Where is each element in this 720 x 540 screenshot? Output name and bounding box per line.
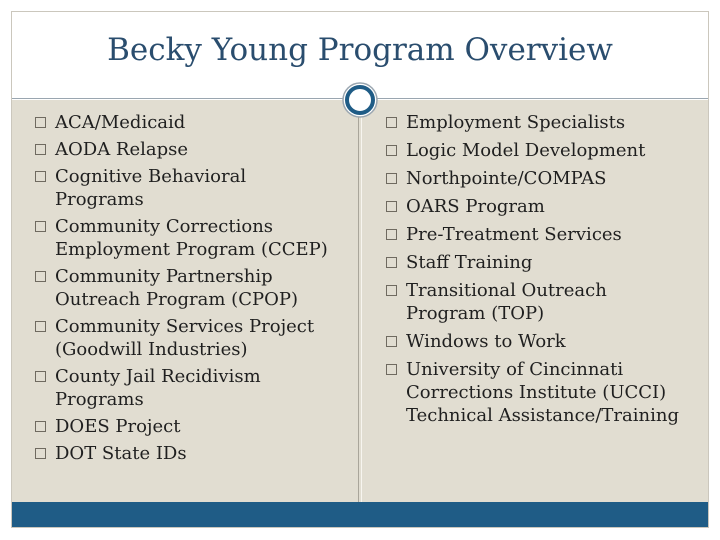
checkbox-bullet-icon: [386, 257, 397, 268]
list-item: [384, 358, 702, 427]
list-item-text: Programs: [55, 189, 144, 210]
list-item-text: Employment Specialists: [406, 112, 626, 133]
list-item-text: DOES Project: [55, 416, 181, 437]
checkbox-bullet-icon: [386, 229, 397, 240]
list-item-text: Technical Assistance/Training: [406, 405, 679, 426]
left-bullet-list: [33, 111, 351, 469]
list-item-text: Community Partnership: [55, 266, 273, 287]
checkbox-bullet-icon: [386, 201, 397, 212]
slide-title: Becky Young Program Overview: [107, 32, 613, 68]
footer-band: [12, 502, 708, 527]
checkbox-bullet-icon: [35, 421, 46, 432]
checkbox-bullet-icon: [35, 321, 46, 332]
list-item: [384, 139, 702, 162]
list-item-text: County Jail Recidivism: [55, 366, 261, 387]
column-divider-highlight: [361, 100, 362, 502]
column-divider: [358, 100, 359, 502]
checkbox-bullet-icon: [35, 144, 46, 155]
checkbox-bullet-icon: [35, 221, 46, 232]
list-item: [384, 279, 702, 325]
list-item: [33, 442, 351, 465]
checkbox-bullet-icon: [35, 371, 46, 382]
checkbox-bullet-icon: [386, 364, 397, 375]
list-item-text: Outreach Program (CPOP): [55, 289, 298, 310]
checkbox-bullet-icon: [386, 173, 397, 184]
list-item-text: Community Corrections: [55, 216, 274, 237]
list-item: [33, 138, 351, 161]
list-item: [33, 315, 351, 361]
checkbox-bullet-icon: [386, 336, 397, 347]
list-item-text: Windows to Work: [406, 331, 566, 352]
list-item-text: Pre-Treatment Services: [406, 224, 622, 245]
list-item: [33, 265, 351, 311]
checkbox-bullet-icon: [386, 117, 397, 128]
list-item: [384, 251, 702, 274]
list-item-text: Transitional Outreach: [406, 280, 607, 301]
list-item-text: (Goodwill Industries): [55, 339, 248, 360]
list-item-text: Logic Model Development: [406, 140, 646, 161]
list-item-text: Staff Training: [406, 252, 533, 273]
list-item: [384, 330, 702, 353]
list-item-text: Programs: [55, 389, 144, 410]
checkbox-bullet-icon: [35, 448, 46, 459]
list-item-text: Northpointe/COMPAS: [406, 168, 607, 189]
list-item-text: OARS Program: [406, 196, 545, 217]
checkbox-bullet-icon: [386, 285, 397, 296]
list-item: [33, 111, 351, 134]
list-item-text: Corrections Institute (UCCI): [406, 382, 667, 403]
list-item-text: ACA/Medicaid: [55, 112, 186, 133]
list-item: [384, 223, 702, 246]
right-bullet-list: [384, 111, 702, 432]
list-item: [33, 415, 351, 438]
checkbox-bullet-icon: [35, 117, 46, 128]
list-item: [384, 111, 702, 134]
list-item: [384, 195, 702, 218]
list-item: [384, 167, 702, 190]
list-item-text: University of Cincinnati: [406, 359, 624, 380]
list-item-text: Program (TOP): [406, 303, 545, 324]
list-item-text: AODA Relapse: [55, 139, 189, 160]
list-item-text: Community Services Project: [55, 316, 315, 337]
list-item: [33, 215, 351, 261]
checkbox-bullet-icon: [386, 145, 397, 156]
list-item: [33, 365, 351, 411]
list-item-text: Cognitive Behavioral: [55, 166, 247, 187]
list-item-text: DOT State IDs: [55, 443, 187, 464]
list-item-text: Employment Program (CCEP): [55, 239, 328, 260]
checkbox-bullet-icon: [35, 171, 46, 182]
checkbox-bullet-icon: [35, 271, 46, 282]
list-item: [33, 165, 351, 211]
